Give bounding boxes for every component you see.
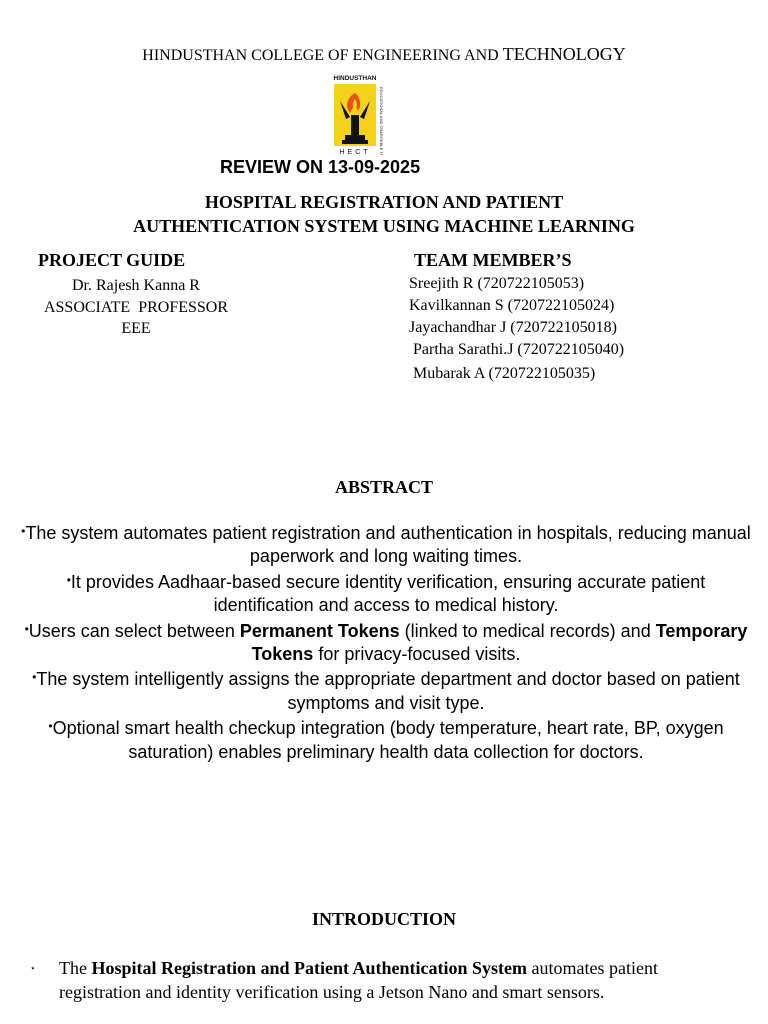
introduction-heading: INTRODUCTION xyxy=(311,909,457,929)
guide-designation: ASSOCIATE PROFESSOR xyxy=(43,298,229,316)
bullet-icon: • xyxy=(21,524,26,538)
guide-department: EEE xyxy=(121,320,151,337)
team-members-heading: TEAM MEMBER’S xyxy=(414,250,572,270)
project-guide-details xyxy=(36,275,236,340)
review-date: REVIEW ON 13-09-2025 xyxy=(220,157,421,177)
temporary-tokens-text: Temporary Tokens xyxy=(251,620,748,665)
bullet-icon: • xyxy=(32,670,37,685)
abstract-point xyxy=(16,715,756,764)
project-title-line2: AUTHENTICATION SYSTEM USING MACHINE LEARNING xyxy=(133,216,635,236)
abstract-point xyxy=(16,618,756,667)
abstract-point xyxy=(16,569,756,618)
introduction-text: automates patient registration and identity verification using a Jetson Nano and smart sensors. xyxy=(59,958,658,1002)
team-member: Sreejith R (720722105053) xyxy=(409,275,585,292)
logo-bottom-text: HECT xyxy=(339,149,371,155)
abstract-point-text: It provides Aadhaar-based secure identity verification, ensuring accurate patient identification and access to medical history. xyxy=(70,571,706,616)
team-member: Partha Sarathi.J (720722105040) xyxy=(409,341,625,359)
abstract-point-text: Users can select between xyxy=(28,620,240,641)
guide-name: Dr. Rajesh Kanna R xyxy=(72,277,200,294)
college-name-part2: TECHNOLOGY xyxy=(502,44,626,64)
college-name xyxy=(0,44,768,65)
bullet-icon: • xyxy=(24,621,29,636)
team-member: Mubarak A (720722105035) xyxy=(409,365,596,383)
hect-logo-icon xyxy=(330,71,386,155)
system-name-text: Hospital Registration and Patient Authentication System xyxy=(91,958,527,978)
abstract-point-text: Optional smart health checkup integration (body temperature, heart rate, BP, oxygen saturation) enables preliminary health data collection for doctors. xyxy=(52,718,724,762)
abstract-point xyxy=(16,520,756,569)
abstract-heading: ABSTRACT xyxy=(334,477,434,497)
project-guide-heading: PROJECT GUIDE xyxy=(38,250,186,270)
bullet-icon: • xyxy=(66,572,71,587)
college-logo xyxy=(330,71,386,155)
project-title xyxy=(0,190,768,238)
project-title-line1: HOSPITAL REGISTRATION AND PATIENT xyxy=(204,192,564,212)
team-members-list xyxy=(409,273,624,385)
bullet-icon: • xyxy=(48,719,53,734)
college-name-part1: HINDUSTHAN COLLEGE OF ENGINEERING AND xyxy=(142,47,503,64)
team-member: Jayachandhar J (720722105018) xyxy=(409,318,617,336)
abstract-point-text: The system intelligently assigns the appropriate department and doctor based on patient symptoms and visit type. xyxy=(36,669,740,713)
permanent-tokens-text: Permanent Tokens xyxy=(239,620,400,641)
abstract-body xyxy=(16,520,756,764)
introduction-point xyxy=(59,957,666,1004)
team-member: Kavilkannan S (720722105024) xyxy=(409,296,615,314)
abstract-point-text: The system automates patient registration and authentication in hospitals, reducing manual paperwork and long waiting times. xyxy=(25,523,751,567)
abstract-point-text: (linked to medical records) and xyxy=(399,620,656,641)
abstract-point xyxy=(16,666,756,715)
introduction-text: The xyxy=(59,958,92,978)
logo-side-text: EDUCATIONAL AND CHARITABLE TRUST xyxy=(379,87,384,155)
logo-top-text: HINDUSTHAN xyxy=(333,75,377,82)
abstract-point-text: for privacy-focused visits. xyxy=(313,644,521,665)
introduction-body xyxy=(26,957,666,1004)
star-bullet-icon: ⋆ xyxy=(30,963,36,973)
